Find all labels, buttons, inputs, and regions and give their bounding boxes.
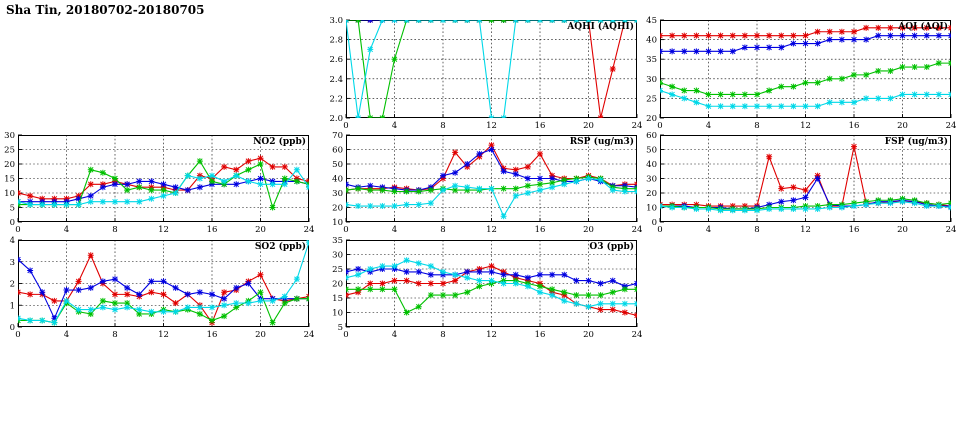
svg-text:4: 4 xyxy=(391,121,398,131)
svg-text:0: 0 xyxy=(343,121,349,131)
svg-text:60: 60 xyxy=(646,131,657,141)
svg-text:20: 20 xyxy=(646,114,657,124)
svg-text:2.8: 2.8 xyxy=(329,35,343,46)
svg-text:4: 4 xyxy=(391,330,398,340)
svg-text:35: 35 xyxy=(646,55,657,66)
svg-text:16: 16 xyxy=(848,121,860,131)
svg-text:16: 16 xyxy=(206,225,218,235)
svg-text:45: 45 xyxy=(646,16,657,26)
chart-svg-no2 xyxy=(4,131,315,245)
svg-text:0: 0 xyxy=(343,330,349,340)
svg-text:20: 20 xyxy=(583,330,594,340)
svg-text:4: 4 xyxy=(705,225,712,235)
svg-text:12: 12 xyxy=(486,330,497,340)
svg-text:20: 20 xyxy=(332,203,343,214)
svg-text:20: 20 xyxy=(4,160,15,170)
svg-text:0: 0 xyxy=(657,225,663,235)
svg-text:20: 20 xyxy=(583,121,594,131)
svg-text:20: 20 xyxy=(255,225,266,235)
svg-text:16: 16 xyxy=(206,330,218,340)
chart-title-rsp: RSP (ug/m3) xyxy=(569,137,634,147)
svg-text:20: 20 xyxy=(583,225,594,235)
chart-title-aqhi: AQHI (AQHI) xyxy=(567,22,634,32)
svg-text:15: 15 xyxy=(4,174,15,185)
chart-panel-no2 xyxy=(4,131,315,235)
svg-text:15: 15 xyxy=(332,294,343,304)
svg-text:8: 8 xyxy=(440,121,446,131)
svg-text:8: 8 xyxy=(754,225,760,235)
chart-svg-o3 xyxy=(332,236,643,350)
svg-text:30: 30 xyxy=(332,250,343,261)
svg-text:40: 40 xyxy=(646,160,657,170)
svg-text:50: 50 xyxy=(646,145,657,156)
svg-text:24: 24 xyxy=(303,225,315,235)
svg-text:24: 24 xyxy=(303,330,315,340)
svg-text:2: 2 xyxy=(9,279,15,290)
svg-text:30: 30 xyxy=(646,74,657,85)
svg-text:16: 16 xyxy=(848,225,860,235)
svg-text:8: 8 xyxy=(754,121,760,131)
svg-text:1: 1 xyxy=(9,301,15,312)
svg-text:20: 20 xyxy=(255,330,266,340)
svg-text:24: 24 xyxy=(945,121,957,131)
svg-text:8: 8 xyxy=(440,225,446,235)
svg-text:8: 8 xyxy=(440,330,446,340)
chart-panel-so2 xyxy=(9,236,315,340)
svg-text:3: 3 xyxy=(9,257,15,268)
chart-panel-rsp xyxy=(332,131,643,235)
svg-text:24: 24 xyxy=(631,121,643,131)
svg-text:20: 20 xyxy=(897,225,908,235)
svg-text:16: 16 xyxy=(534,330,546,340)
chart-title-aqi: AQI (AQI) xyxy=(898,22,948,32)
chart-svg-so2 xyxy=(9,236,315,350)
svg-text:70: 70 xyxy=(332,131,343,141)
svg-text:30: 30 xyxy=(4,131,15,141)
svg-text:12: 12 xyxy=(158,225,169,235)
svg-text:8: 8 xyxy=(112,330,118,340)
chart-panel-aqi xyxy=(646,16,957,131)
chart-svg-fsp xyxy=(646,131,957,245)
svg-text:25: 25 xyxy=(332,265,343,275)
svg-text:2.6: 2.6 xyxy=(329,55,343,66)
svg-text:25: 25 xyxy=(4,145,15,156)
svg-text:0: 0 xyxy=(15,330,21,340)
chart-title-so2: SO2 (ppb) xyxy=(254,242,306,252)
svg-text:24: 24 xyxy=(945,225,957,235)
svg-text:0: 0 xyxy=(15,225,21,235)
svg-text:24: 24 xyxy=(631,330,643,340)
svg-text:40: 40 xyxy=(332,174,343,185)
svg-text:20: 20 xyxy=(332,279,343,290)
chart-panel-o3 xyxy=(332,236,643,340)
svg-text:10: 10 xyxy=(332,218,343,228)
svg-text:20: 20 xyxy=(897,121,908,131)
svg-text:4: 4 xyxy=(705,121,712,131)
svg-text:20: 20 xyxy=(646,189,657,199)
svg-text:10: 10 xyxy=(646,203,657,214)
svg-text:0: 0 xyxy=(651,218,657,228)
svg-text:50: 50 xyxy=(332,160,343,170)
svg-text:35: 35 xyxy=(332,236,343,246)
svg-text:2.4: 2.4 xyxy=(329,74,343,85)
chart-panel-fsp xyxy=(646,131,957,235)
svg-text:4: 4 xyxy=(63,330,70,340)
svg-text:10: 10 xyxy=(332,308,343,319)
svg-text:30: 30 xyxy=(332,189,343,199)
svg-text:40: 40 xyxy=(646,35,657,46)
svg-text:0: 0 xyxy=(343,225,349,235)
svg-text:0: 0 xyxy=(657,121,663,131)
svg-text:16: 16 xyxy=(534,121,546,131)
page-title: Sha Tin, 20180702-20180705 xyxy=(6,3,205,17)
chart-panel-aqhi xyxy=(329,16,643,131)
svg-text:5: 5 xyxy=(337,323,343,333)
svg-text:4: 4 xyxy=(63,225,70,235)
svg-text:4: 4 xyxy=(9,236,15,246)
svg-text:16: 16 xyxy=(534,225,546,235)
svg-text:30: 30 xyxy=(646,174,657,185)
svg-text:2.2: 2.2 xyxy=(329,94,343,105)
svg-text:25: 25 xyxy=(646,94,657,105)
svg-text:12: 12 xyxy=(800,225,811,235)
svg-text:12: 12 xyxy=(800,121,811,131)
svg-text:2.0: 2.0 xyxy=(329,114,343,124)
svg-text:5: 5 xyxy=(9,203,15,214)
svg-text:4: 4 xyxy=(391,225,398,235)
svg-text:24: 24 xyxy=(631,225,643,235)
svg-text:12: 12 xyxy=(486,225,497,235)
chart-title-fsp: FSP (ug/m3) xyxy=(884,137,948,147)
svg-text:12: 12 xyxy=(486,121,497,131)
chart-title-o3: O3 (ppb) xyxy=(589,242,634,252)
chart-title-no2: NO2 (ppb) xyxy=(253,137,306,147)
svg-text:0: 0 xyxy=(9,218,15,228)
svg-text:60: 60 xyxy=(332,145,343,156)
svg-text:3.0: 3.0 xyxy=(329,16,343,26)
svg-text:8: 8 xyxy=(112,225,118,235)
svg-text:10: 10 xyxy=(4,189,15,199)
svg-text:12: 12 xyxy=(158,330,169,340)
svg-text:0: 0 xyxy=(9,323,15,333)
